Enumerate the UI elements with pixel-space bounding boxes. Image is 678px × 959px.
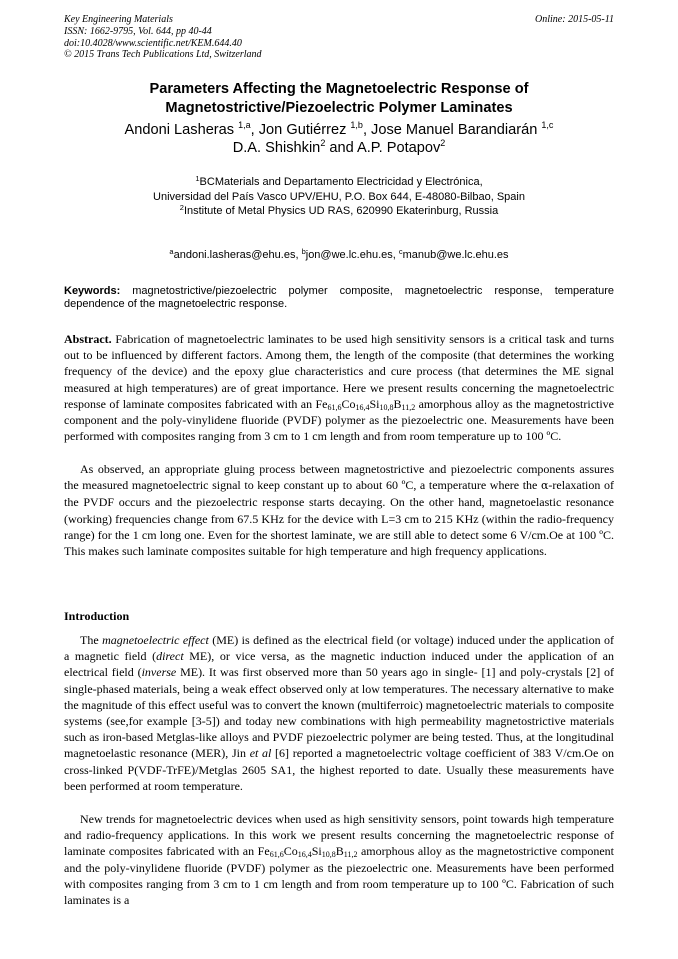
author-emails: [64, 248, 614, 262]
subscript: 10,8: [321, 850, 336, 860]
abstract-text: Fabrication of magnetoelectric laminates to be used high sensitivity sensors is a critical task and turns out to be influenced by different factors. Among them, the length of the composite (that determines the working frequency of the device) and the epoxy glue characteristics and cure process (that determines the ME signal measured at high temperatures) are of great importance. Here we present results concerning the magnetoelectric response of laminate composites fabricated with an Fe: [64, 332, 614, 411]
author-affil-mark: 1,b: [350, 120, 363, 130]
body-text: ME). It was first observed more than 50 years ago in single- [1] and poly-crystals [2] of single-phased materials, being a weak effect observed only at low temperatures. The necessary alternative to make the magnitude of this effect useful was to convert the known (multiferroic) magnetoelectric materials to composite systems (see,for example [3-5]) and today new combinations with high permeability magnetostrictive materials such as iron-based Metglas-like alloys and PVDF piezoelectric polymer are being tested. Thus, at the longitudinal magnetoelastic resonance (MER), Jin: [64, 665, 615, 761]
online-date: Online: 2015-05-11: [535, 14, 614, 25]
doi-line: doi:10.4028/www.scientific.net/KEM.644.40: [64, 37, 242, 49]
title-line-1: Parameters Affecting the Magnetoelectric Response of: [149, 81, 529, 97]
body-text: The: [80, 633, 103, 647]
body-text: ME), or vice versa, as the magnetic induction induced under the application of an electrical field (: [64, 649, 614, 680]
author-name: , Jose Manuel Barandiarán: [362, 122, 542, 138]
subscript: 10,8: [379, 402, 394, 412]
author-affil-mark: 2: [440, 138, 446, 149]
emphasis: inverse: [141, 665, 177, 680]
affiliation-line: Universidad del País Vasco UPV/EHU, P.O. Box 644, E-48080-Bilbao, Spain: [153, 190, 525, 203]
author-affil-mark: 1,a: [238, 120, 251, 130]
subscript: 11,2: [343, 850, 358, 860]
title-line-2: Magnetostrictive/Piezoelectric Polymer Laminates: [165, 99, 513, 116]
affiliation-text: Institute of Metal Physics UD RAS, 620990 Ekaterinburg, Russia: [183, 205, 499, 217]
keywords: [64, 285, 614, 312]
email-mark: c: [398, 247, 403, 256]
section-title-introduction: Introduction: [64, 609, 130, 623]
introduction-paragraph-1: [64, 632, 614, 794]
affiliation-line: [64, 204, 614, 219]
affil-mark: 1: [195, 174, 200, 183]
abstract-text: -relaxation of the PVDF occurs and the piezoelectric response starts decaying. On the other hand, magnetoelastic resonance (working) frequencies change from 67.5 KHz for the device with L=3 cm to 215 KHz (within the radio-frequency range) for the 1 cm long one. Even for the shortest laminate, we are still able to detect some 6 V/cm.Oe at 100 ºC. This makes such laminate composites suitable for high temperature and high frequency applications.: [64, 478, 614, 559]
authors-line-1: [64, 121, 614, 139]
author-name: Andoni Lasheras: [124, 122, 239, 138]
subscript: 11,2: [401, 402, 416, 412]
abstract-text: amorphous alloy as the magnetostrictive component and the poly-vinylidene fluoride (PVDF) polymer as the piezoelectric one. Measurements have been performed with composites ranging from 3 cm to 1 cm length and from room temperature up to 100 ºC.: [64, 396, 615, 444]
subscript: 16,4: [355, 402, 370, 412]
emphasis: et al: [249, 746, 272, 761]
journal-name: Key Engineering Materials: [64, 14, 173, 25]
element-symbol: B: [335, 844, 344, 859]
subscript: 61,6: [269, 850, 284, 860]
abstract-label: Abstract.: [64, 332, 112, 346]
introduction-paragraph-2: [64, 811, 614, 908]
body-text: [6] reported a magnetoelectric voltage coefficient of 383 V/cm.Oe on cross-linked P(VDF-TrFE)/Metglas 2605 SA1, the highest reported to date. Usually these measurements have been performed at room temperature.: [64, 746, 614, 793]
body-text: amorphous alloy as the magnetostrictive component and the poly-vinylidene fluoride (PVDF) polymer as the piezoelectric one. Measurements have been performed with composites ranging from 3 cm to 1 cm length and from room temperature up to 100 ºC. Fabrication of such laminates is a: [64, 844, 614, 908]
keywords-label: Keywords:: [64, 285, 121, 297]
author-name: D.A. Shishkin: [232, 140, 321, 157]
author-name: and A.P. Potapov: [325, 140, 441, 157]
journal-header: [64, 14, 262, 61]
affil-mark: 2: [179, 203, 184, 212]
authors-line-2: [64, 139, 614, 157]
emphasis: direct: [156, 649, 184, 664]
abstract-paragraph-1: [64, 331, 614, 444]
email-link[interactable]: manub@we.lc.ehu.es: [402, 249, 509, 261]
subscript: 61,6: [327, 402, 342, 412]
body-text: New trends for magnetoelectric devices when used as high sensitivity sensors, point towards high temperature and radio-frequency applications. In this work we present results concerning the magnetoelectric response of laminate composites fabricated with an Fe: [64, 812, 614, 859]
affiliations: [64, 175, 614, 219]
abstract-paragraph-2: [64, 461, 614, 559]
abstract-text: As observed, an appropriate gluing process between magnetostrictive and piezoelectric components assures the measured magnetoelectric signal to keep constant up to about 60 ºC, a temperature where the: [64, 462, 614, 493]
email-link[interactable]: jon@we.lc.ehu.es,: [305, 249, 399, 261]
author-name: , Jon Gutiérrez: [250, 122, 351, 138]
email-mark: a: [169, 247, 174, 256]
author-affil-mark: 1,c: [541, 120, 554, 130]
emphasis: magnetoelectric effect: [102, 633, 209, 647]
affiliation-text: BCMaterials and Departamento Electricidad y Electrónica,: [199, 176, 483, 188]
keywords-text: magnetostrictive/piezoelectric polymer composite, magnetoelectric response, temperature dependence of the magnetoelectric response.: [64, 285, 614, 311]
element-symbol: Co: [283, 844, 298, 859]
paper-title: [64, 80, 614, 117]
body-text: (ME) is defined as the electrical field (or voltage) induced under the application of a magnetic field (: [64, 633, 614, 664]
copyright-line: © 2015 Trans Tech Publications Ltd, Switzerland: [64, 49, 262, 61]
subscript: 16,4: [297, 850, 312, 860]
author-affil-mark: 2: [320, 138, 326, 149]
element-symbol: Co: [341, 396, 356, 411]
element-symbol: B: [393, 396, 402, 411]
issn-line: ISSN: 1662-9795, Vol. 644, pp 40-44: [64, 25, 212, 37]
affiliation-line: [64, 175, 614, 190]
email-mark: b: [301, 247, 306, 256]
author-list: [64, 121, 614, 158]
element-symbol: Si: [369, 396, 380, 411]
email-link[interactable]: andoni.lasheras@ehu.es,: [173, 249, 302, 261]
alpha-symbol: α: [540, 479, 549, 493]
element-symbol: Si: [311, 844, 322, 859]
